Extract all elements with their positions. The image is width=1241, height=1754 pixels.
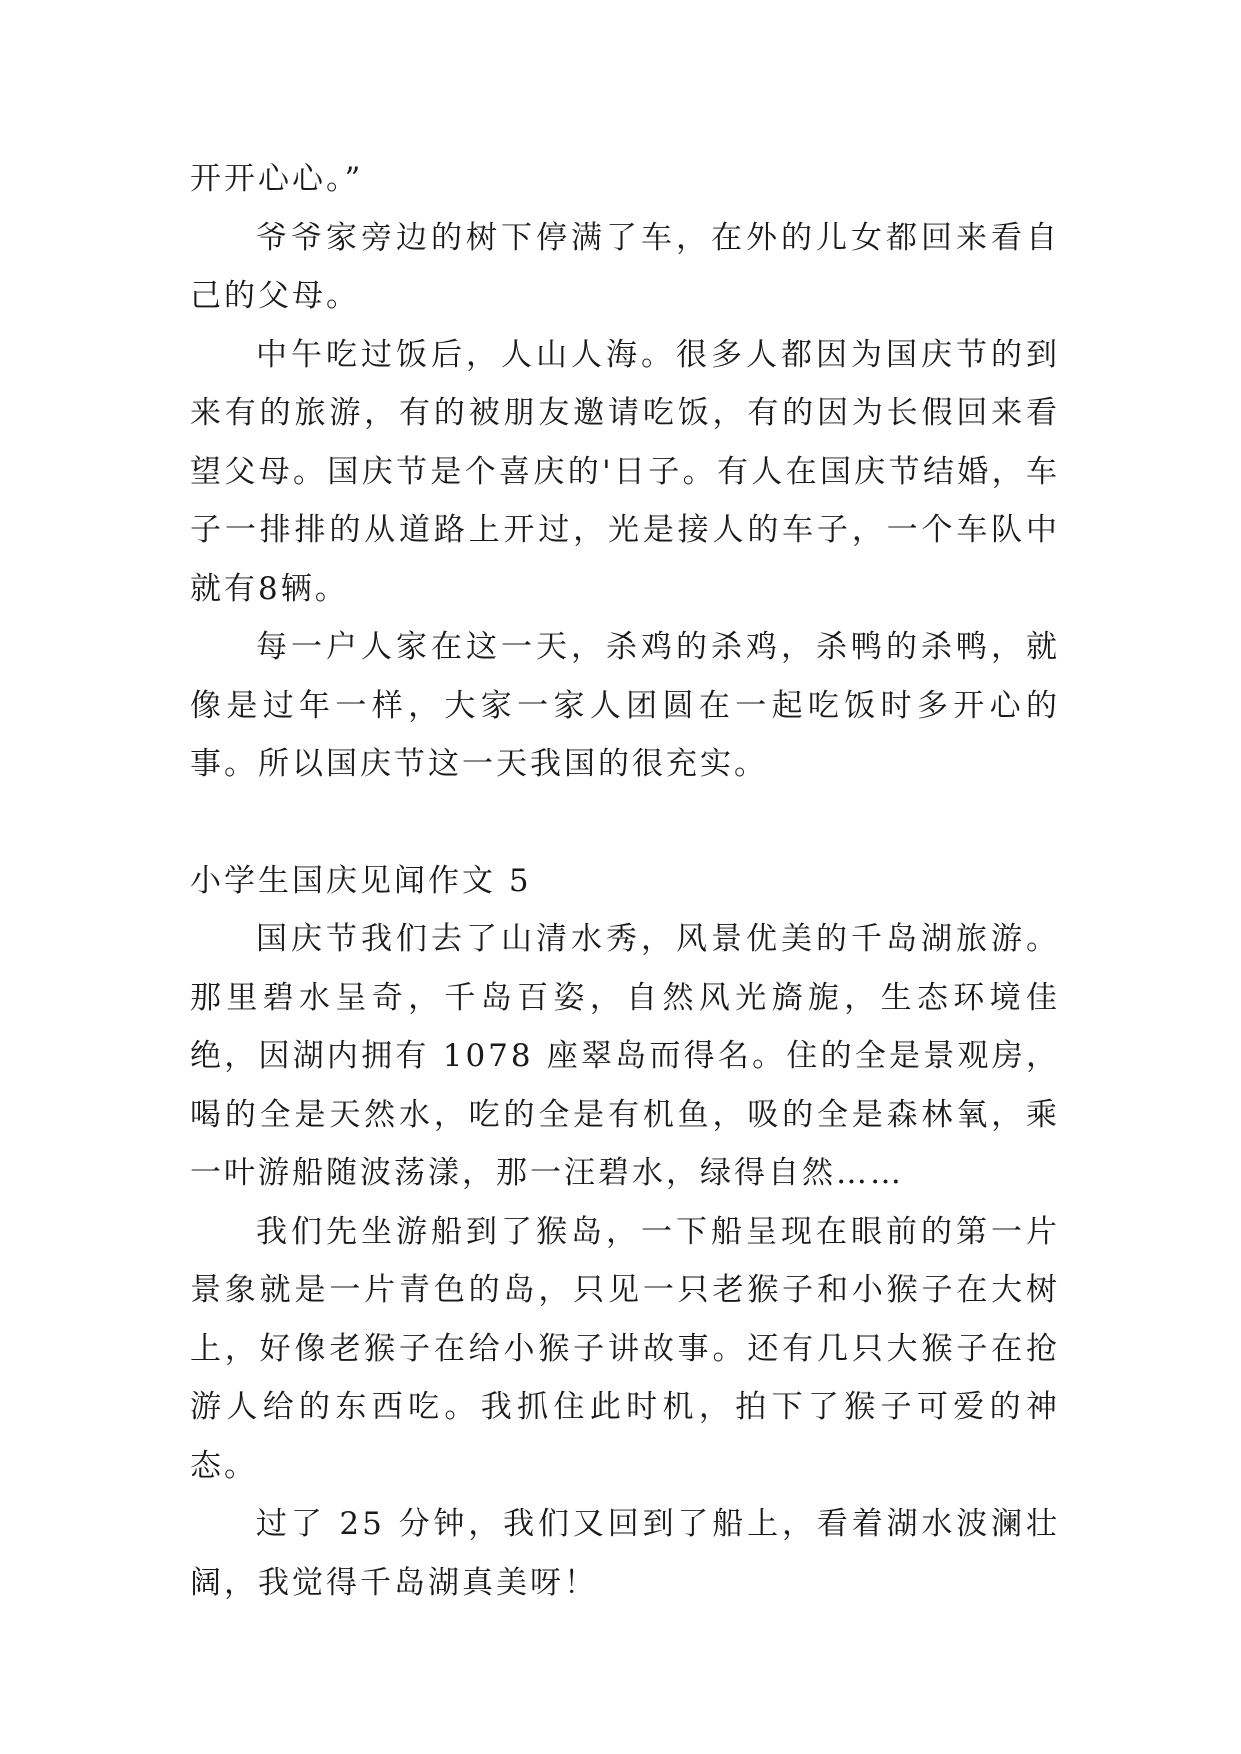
essay5-paragraph-3: 过了 25 分钟，我们又回到了船上，看着湖水波澜壮阔，我觉得千岛湖真美呀！ bbox=[190, 1506, 1060, 1601]
essay4-paragraph-3: 每一户人家在这一天，杀鸡的杀鸡，杀鸭的杀鸭，就像是过年一样，大家一家人团圆在一起吃饭时多开心的事。所以国庆节这一天我国的很充实。 bbox=[190, 629, 1060, 782]
essay5-paragraph-1: 国庆节我们去了山清水秀，风景优美的千岛湖旅游。那里碧水呈奇，千岛百姿，自然风光旖旎，生态环境佳绝，因湖内拥有 1078 座翠岛而得名。住的全是景观房，喝的全是天然水，吃的全是有机鱼，吸的全是森林氧，乘一叶游船随波荡漾，那一汪碧水，绿得自然…… bbox=[190, 921, 1060, 1191]
essay5-paragraph-2: 我们先坐游船到了猴岛，一下船呈现在眼前的第一片景象就是一片青色的岛，只见一只老猴子和小猴子在大树上，好像老猴子在给小猴子讲故事。还有几只大猴子在抢游人给的东西吃。我抓住此时机，拍下了猴子可爱的神态。 bbox=[190, 1213, 1060, 1484]
section-gap bbox=[190, 794, 1060, 852]
essay4-paragraph-0: 开开心心。” bbox=[190, 161, 364, 197]
essay4-paragraph-2: 中午吃过饭后，人山人海。很多人都因为国庆节的到来有的旅游，有的被朋友邀请吃饭，有的因为长假回来看望父母。国庆节是个喜庆的'日子。有人在国庆节结婚，车子一排排的从道路上开过，光是接人的车子，一个车队中就有8辆。 bbox=[190, 336, 1060, 607]
document-page bbox=[190, 150, 1060, 1612]
essay4-paragraph-1: 爷爷家旁边的树下停满了车，在外的儿女都回来看自己的父母。 bbox=[190, 219, 1060, 314]
essay5-title: 小学生国庆见闻作文 5 bbox=[190, 862, 532, 899]
